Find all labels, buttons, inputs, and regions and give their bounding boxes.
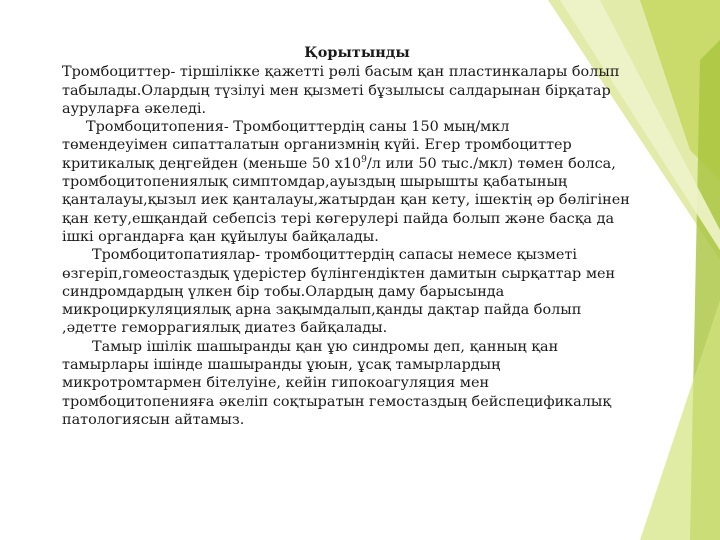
text-line: Тромбоциттер- тіршілікке қажетті рөлі басым қан пластинкалары болып [62, 64, 620, 81]
text-line: қан кету,ешқандай себепсіз тері көгерулері пайда болып және басқа да [62, 210, 615, 227]
text-line: ауруларға әкеледі. [62, 100, 207, 117]
slide-body [62, 44, 632, 429]
text-fragment: /л или 50 тыс./мкл) төмен болса, [366, 155, 616, 172]
text-line: төмендеуімен сипатталатын организмнің күйі. Егер тромбоциттер [62, 137, 572, 154]
text-line: тромбоцитопениялық симптомдар,ауыздың шырышты қабатының [62, 174, 568, 191]
paragraph-thrombocytopathy [62, 246, 632, 337]
slide-title: Қорытынды [304, 44, 410, 61]
text-line: Тамыр ішілік шашыранды қан ұю синдромы деп, қанның қан [92, 338, 559, 355]
text-line: Тромбоцитопения- Тромбоциттердің саны 150 мың/мкл [86, 119, 510, 136]
text-line: Тромбоцитопатиялар- тромбоциттердің сапасы немесе қызметі [92, 247, 577, 264]
text-fragment: критикалық деңгейден (меньше 50 х10 [62, 155, 362, 172]
paragraph-dic-syndrome [62, 338, 632, 429]
text-line: тамырлары ішінде шашыранды ұюын, ұсақ тамырлардың [62, 357, 501, 374]
superscript: 9 [361, 154, 367, 165]
text-line: микротромтармен бітелуіне, кейін гипокоагуляция мен [62, 375, 490, 392]
text-line: микроциркуляциялық арна зақымдалып,қанды дақтар пайда болып [62, 302, 582, 319]
text-line: өзгеріп,гомеостаздық үдерістер бүлінгендіктен дамитын сырқаттар мен [62, 265, 616, 282]
text-line: ішкі органдарға қан құйылуы байқалады. [62, 228, 379, 245]
text-line-critical [62, 155, 632, 173]
text-line: қанталауы,қызыл иек қанталауы,жатырдан қан кету, ішектің әр бөлігінен [62, 192, 630, 209]
text-line: ,әдетте геморрагиялық диатез байқалады. [62, 320, 388, 337]
text-line: синдромдардың үлкен бір тобы.Олардың даму барысында [62, 283, 505, 300]
paragraph-thrombocytopenia [62, 118, 632, 246]
text-line: тромбоцитопенияға әкеліп соқтыратын гемостаздың бейспецификалық [62, 393, 612, 410]
text-line: табылады.Олардың түзілуі мен қызметі бұзылысы салдарынан бірқатар [62, 82, 611, 99]
text-line: патологиясын айтамыз. [62, 411, 245, 428]
green-facet-bottom [640, 300, 720, 540]
paragraph-intro [62, 63, 632, 118]
